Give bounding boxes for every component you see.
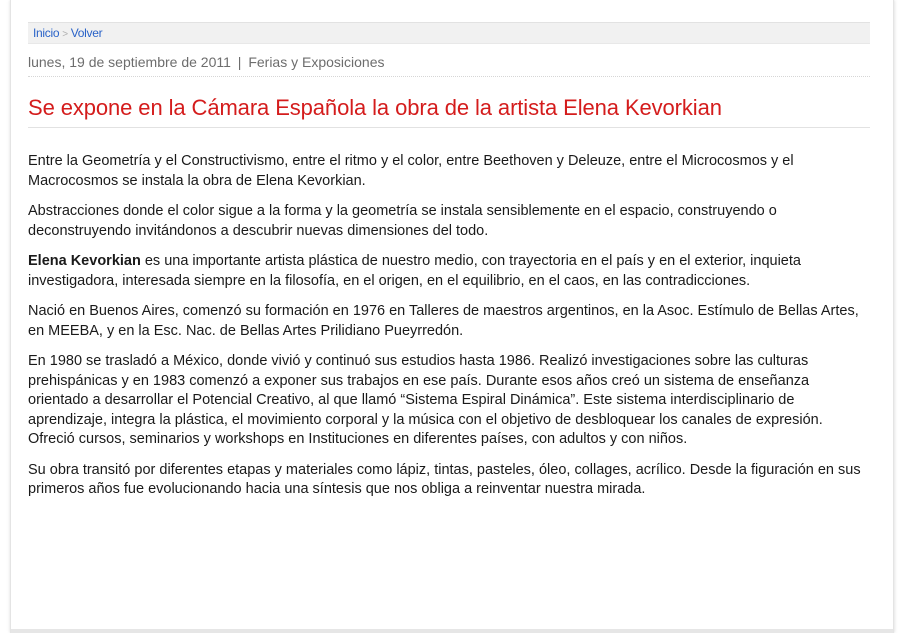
article-paragraph-5: En 1980 se trasladó a México, donde vivió y continuó sus estudios hasta 1986. Realizó investigaciones sobre las culturas prehispánicas y en 1983 comenzó a exponer sus trabajos en ese país. Durante esos años creó un sistema de enseñanza orientado a desarrollar el Potencial Creativo, al que llamó “Sistema Espiral Dinámica”. Este sistema interdisciplinario de aprendizaje, integra la plástica, el movimiento corporal y la música con el objetivo de desbloquear los canales de expresión. Ofreció cursos, seminarios y workshops en Instituciones en diferentes países, con adultos y con niños. [28, 353, 823, 447]
breadcrumb-home-link[interactable]: Inicio [33, 26, 60, 40]
article-meta [28, 54, 870, 77]
article-title: Se expone en la Cámara Española la obra de la artista Elena Kevorkian [28, 95, 870, 128]
article-paragraph-3-text: es una importante artista plástica de nuestro medio, con trayectoria en el país y en el exterior, inquieta investigadora, interesada siempre en la filosofía, en el origen, en el equilibrio, en el caos, en las contradicciones. [28, 253, 801, 289]
meta-separator: | [237, 54, 242, 70]
article-body [28, 152, 870, 511]
article-date: lunes, 19 de septiembre de 2011 [28, 54, 231, 70]
breadcrumb [28, 22, 870, 44]
artist-name: Elena Kevorkian [28, 253, 141, 269]
breadcrumb-separator: > [62, 29, 68, 40]
breadcrumb-back-link[interactable]: Volver [70, 26, 103, 40]
article-paragraph-4: Nació en Buenos Aires, comenzó su formación en 1976 en Talleres de maestros argentinos, en la Asoc. Estímulo de Bellas Artes, en MEEBA, y en la Esc. Nac. de Bellas Artes Prilidiano Pueyrredón. [28, 303, 859, 339]
bottom-border [11, 629, 893, 633]
article-paragraph-2: Abstracciones donde el color sigue a la forma y la geometría se instala sensiblemente en el espacio, construyendo o deconstruyendo invitándonos a descubrir nuevas dimensiones del todo. [28, 203, 777, 239]
article-paragraph-1: Entre la Geometría y el Constructivismo, entre el ritmo y el color, entre Beethoven y Deleuze, entre el Microcosmos y el Macrocosmos se instala la obra de Elena Kevorkian. [28, 153, 794, 189]
page-frame [10, 0, 894, 633]
article-paragraph-6: Su obra transitó por diferentes etapas y materiales como lápiz, tintas, pasteles, óleo, collages, acrílico. Desde la figuración en sus primeros años fue evolucionando hacia una síntesis que nos obliga a reinventar nuestra mirada. [28, 461, 861, 497]
article-paragraph-3 [28, 252, 870, 291]
article-category-link[interactable]: Ferias y Exposiciones [248, 54, 385, 70]
